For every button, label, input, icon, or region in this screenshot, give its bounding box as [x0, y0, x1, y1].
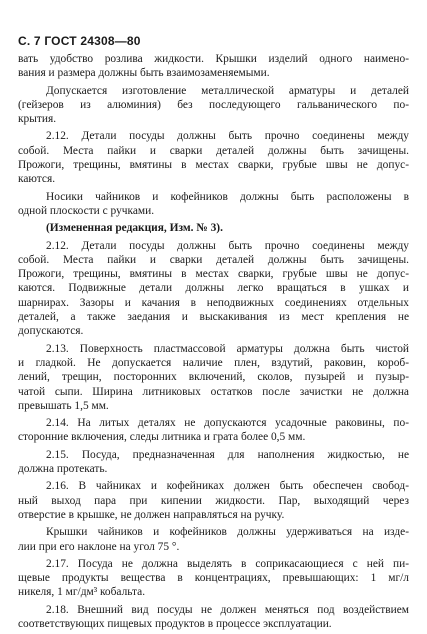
text-line: Прожоги, трещины, вмятины в местах сварки, грубые швы не допус- [18, 268, 409, 281]
text-line: никеля, 1 мг/дм³ кобальта. [18, 586, 146, 599]
text-line: (гейзеров из алюминия) без последующего гальванического по- [18, 98, 409, 111]
text-line: вать удобство розлива жидкости. Крышки изделий одного наимено- [18, 53, 409, 65]
text-line: соответствующих пищевых продуктов в процессе эксплуатации. [18, 617, 332, 630]
text-line: Крышки чайников и кофейников должны удерживаться на изде- [46, 526, 409, 539]
text-line: каются. [18, 173, 56, 186]
paragraph [18, 557, 409, 600]
text-line: Допускается изготовление металлической арматуры и деталей [46, 84, 409, 97]
text-line: 2.17. Посуда не должна выделять в соприкасающиеся с ней пи- [46, 557, 409, 570]
paragraph [18, 525, 409, 554]
text-line: вания и размера должны быть взаимозаменяемыми. [18, 67, 270, 80]
text-line: щевые продукты вещества в концентрациях, превышающих: 1 мг/л [18, 572, 409, 585]
text-line: допускаются. [18, 325, 84, 338]
paragraph [18, 448, 409, 477]
document-body [18, 52, 409, 634]
text-line: превышать 1,5 мм. [18, 399, 109, 412]
text-line: собой. Места пайки и сварки деталей должны быть зачищены. [18, 253, 409, 266]
paragraph [18, 129, 409, 186]
text-line: 2.18. Внешний вид посуды не должен меняться под воздействием [46, 603, 409, 616]
text-line: шарнирах. Зазоры и качания в неподвижных соединениях отдельных [18, 296, 409, 309]
text-line: 2.13. Поверхность пластмассовой арматуры должна быть чистой [46, 342, 409, 355]
text-line: и гладкой. Не допускается наличие плен, вздутий, раковин, короб- [18, 356, 409, 369]
text-line: деталей, а также заедания и выскакивания из мест крепления не [18, 311, 409, 324]
text-line: 2.15. Посуда, предназначенная для наполнения жидкостью, не [46, 448, 409, 461]
text-line: сторонние включения, следы литника и грата более 0,5 мм. [18, 431, 306, 444]
text-line: 2.16. В чайниках и кофейниках должен быть обеспечен свобод- [46, 480, 409, 493]
text-line: чатой сыпи. Ширина литниковых остатков после зачистки не должна [18, 385, 409, 398]
text-line: ный выход пара при кипении жидкости. Пар, выходящий через [18, 494, 409, 507]
paragraph [18, 479, 409, 522]
text-line: лии при его наклоне на угол 75 °. [18, 540, 180, 553]
text-line: лений, трещин, посторонних включений, сколов, пузырей и пузыр- [18, 371, 409, 384]
text-line: 2.14. На литых деталях не допускаются усадочные раковины, по- [46, 417, 409, 430]
paragraph [18, 52, 409, 81]
text-line: (Измененная редакция, Изм. № 3). [46, 222, 223, 235]
paragraph [18, 239, 409, 339]
paragraph [18, 603, 409, 632]
text-line: каются. Подвижные детали должны легко вращаться в ушках и [18, 282, 409, 295]
text-line: Носики чайников и кофейников должны быть расположены в [46, 190, 409, 203]
text-line: отверстие в крышке, не должен направляться на ручку. [18, 508, 285, 521]
paragraph [18, 84, 409, 127]
paragraph [18, 221, 409, 235]
text-line: должна протекать. [18, 463, 108, 476]
text-line: 2.12. Детали посуды должны быть прочно соединены между [46, 239, 409, 252]
text-line: одной плоскости с ручками. [18, 204, 155, 217]
text-line: собой. Места пайки и сварки деталей должны быть зачищены. [18, 144, 409, 157]
paragraph [18, 342, 409, 413]
paragraph [18, 190, 409, 219]
text-line: 2.12. Детали посуды должны быть прочно соединены между [46, 130, 409, 143]
page-header: С. 7 ГОСТ 24308—80 [18, 34, 141, 48]
text-line: крытия. [18, 113, 57, 126]
paragraph [18, 416, 409, 445]
text-line: Прожоги, трещины, вмятины в местах сварки, грубые швы не допус- [18, 159, 409, 172]
